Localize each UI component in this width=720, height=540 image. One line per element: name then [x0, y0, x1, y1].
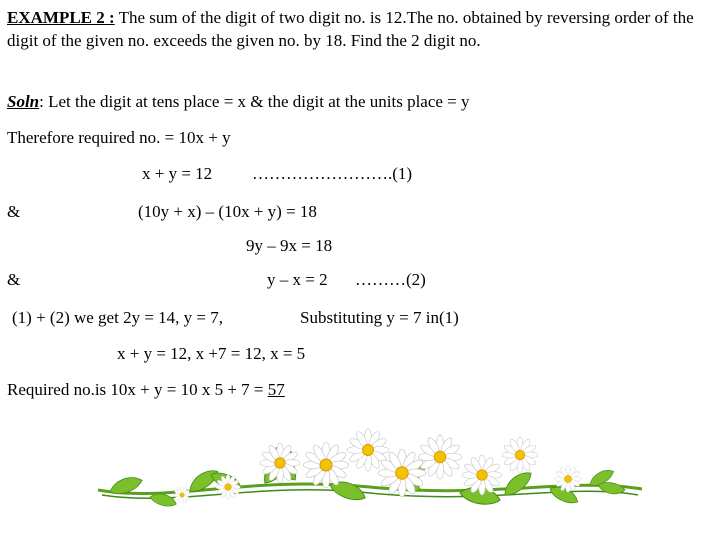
solution-intro: : Let the digit at tens place = x & the digit at the units place = y: [39, 92, 470, 111]
equation-5: x + y = 12, x +7 = 12, x = 5: [117, 344, 306, 363]
example-text: The sum of the digit of two digit no. is 12.The no. obtained by reversing order of the digit of the given no. exceeds the given no. by 18. Find the 2 digit no.: [7, 8, 694, 50]
substitution-step: Substituting y = 7 in(1): [300, 308, 459, 327]
equation-4: y – x = 2: [267, 270, 328, 289]
ampersand-1: &: [7, 202, 21, 221]
therefore-line: Therefore required no. = 10x + y: [7, 128, 231, 147]
example-problem: [7, 6, 715, 52]
example-label: EXAMPLE 2 :: [7, 8, 115, 27]
answer-value: 57: [267, 380, 285, 399]
equation-2: (10y + x) – (10x + y) = 18: [138, 202, 317, 221]
equation-3: 9y – 9x = 18: [246, 236, 333, 255]
solution-intro-line: [7, 90, 470, 113]
equation-1-tag: …………………….(1): [252, 164, 413, 183]
answer-prefix: Required no.is 10x + y = 10 x 5 + 7 =: [7, 380, 268, 399]
addition-step: (1) + (2) we get 2y = 14, y = 7,: [12, 308, 223, 327]
equation-1: x + y = 12: [142, 164, 213, 183]
equation-4-tag: ………(2): [355, 270, 426, 289]
solution-label: Soln: [7, 92, 40, 111]
ampersand-2: &: [7, 270, 21, 289]
daisy-garland-icon: [90, 395, 650, 535]
